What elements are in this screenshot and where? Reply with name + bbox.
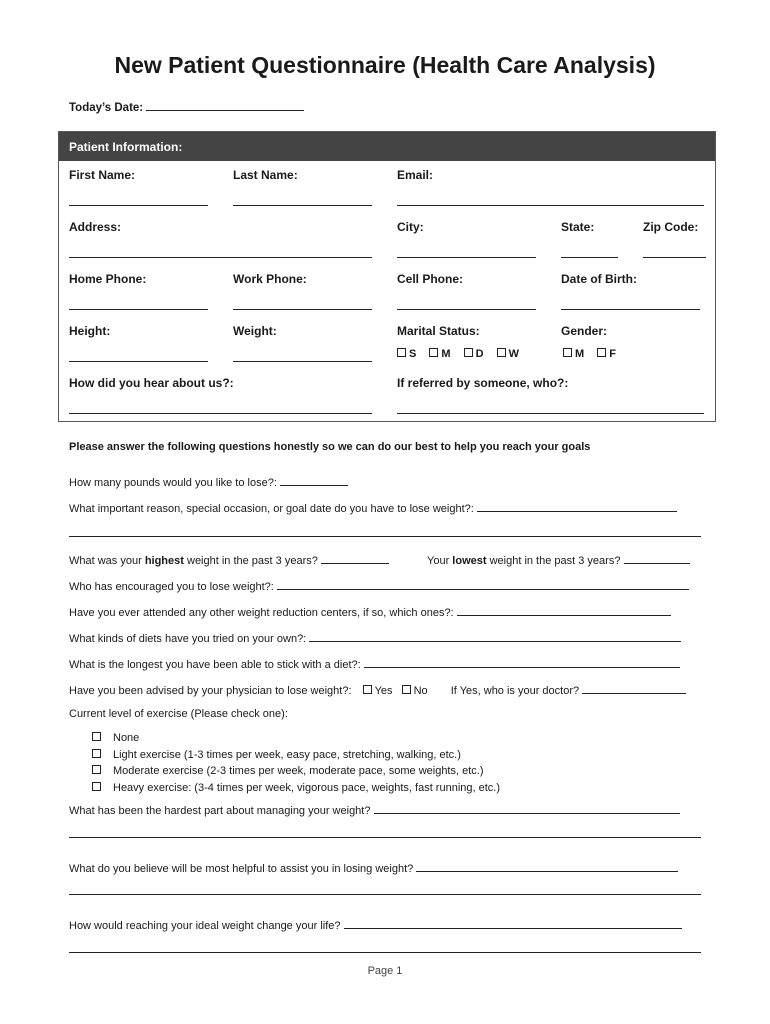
question-weight-centers: [69, 604, 671, 619]
hear-about-us-label: How did you hear about us?:: [69, 376, 234, 390]
checkbox-icon: [92, 749, 101, 758]
question-most-helpful: [69, 860, 678, 875]
checkbox-icon: [597, 348, 606, 357]
diets-tried-field[interactable]: [309, 630, 681, 642]
checkbox-icon: [92, 765, 101, 774]
question-ideal-weight: [69, 917, 682, 932]
first-name-field[interactable]: [69, 205, 208, 206]
home-phone-label: Home Phone:: [69, 272, 147, 286]
cell-phone-label: Cell Phone:: [397, 272, 464, 286]
marital-status-options: [397, 348, 519, 360]
zip-code-field[interactable]: [643, 257, 706, 258]
todays-date-label: Today’s Date:: [69, 102, 144, 114]
pounds-to-lose-field[interactable]: [280, 474, 348, 486]
question-highest-weight: [69, 552, 389, 567]
exercise-option-moderate[interactable]: Moderate exercise (2-3 times per week, moderate pace, some weights, etc.): [92, 763, 500, 780]
important-reason-field-line-2[interactable]: [69, 536, 701, 537]
instructions-heading: Please answer the following questions honestly so we can do our best to help you reach your goals: [69, 441, 591, 453]
date-of-birth-field[interactable]: [561, 309, 700, 310]
encouraged-field[interactable]: [277, 578, 689, 590]
email-label: Email:: [397, 168, 434, 182]
question-label: What has been the hardest part about managing your weight?: [69, 805, 371, 817]
exercise-option-light[interactable]: Light exercise (1-3 times per week, easy pace, stretching, walking, etc.): [92, 747, 500, 764]
hardest-part-field-line-2[interactable]: [69, 837, 701, 838]
section-header: [59, 132, 715, 161]
city-label: City:: [397, 220, 424, 234]
first-name-label: First Name:: [69, 168, 136, 182]
checkbox-icon: [563, 348, 572, 357]
question-label: How many pounds would you like to lose?:: [69, 477, 277, 489]
question-physician-advised: [69, 682, 686, 697]
weight-centers-field[interactable]: [457, 604, 671, 616]
question-longest-diet: [69, 656, 680, 671]
page-title: New Patient Questionnaire (Health Care Analysis): [114, 52, 656, 78]
zip-code-label: Zip Code:: [643, 220, 699, 234]
exercise-level-label: Current level of exercise (Please check one):: [69, 708, 288, 720]
email-field[interactable]: [397, 205, 704, 206]
gender-label: Gender:: [561, 324, 608, 338]
question-label: weight in the past 3 years?: [183, 555, 318, 567]
question-label: What was your: [69, 555, 145, 567]
emphasis-highest: highest: [144, 555, 184, 567]
city-field[interactable]: [397, 257, 536, 258]
question-label: Have you been advised by your physician to lose weight?:: [69, 685, 352, 697]
todays-date-field[interactable]: [146, 99, 304, 111]
ideal-weight-field[interactable]: [344, 917, 682, 929]
question-label: weight in the past 3 years?: [486, 555, 621, 567]
referred-by-field[interactable]: [397, 413, 704, 414]
longest-diet-field[interactable]: [364, 656, 680, 668]
height-label: Height:: [69, 324, 111, 338]
question-diets-tried: [69, 630, 681, 645]
weight-label: Weight:: [233, 324, 277, 338]
question-pounds-to-lose: [69, 474, 348, 489]
todays-date-row: [69, 99, 304, 114]
highest-weight-field[interactable]: [321, 552, 389, 564]
question-label: How would reaching your ideal weight change your life?: [69, 920, 341, 932]
question-label: What is the longest you have been able to stick with a diet?:: [69, 659, 361, 671]
hardest-part-field[interactable]: [374, 802, 680, 814]
question-label: What important reason, special occasion, or goal date do you have to lose weight?:: [69, 503, 474, 515]
question-hardest-part: [69, 802, 680, 817]
question-label: What kinds of diets have you tried on your own?:: [69, 633, 307, 645]
option-yes[interactable]: Yes: [363, 685, 393, 697]
question-encouraged: [69, 578, 689, 593]
option-no[interactable]: No: [402, 685, 428, 697]
question-label: Who has encouraged you to lose weight?:: [69, 581, 274, 593]
state-field[interactable]: [561, 257, 618, 258]
question-label: Have you ever attended any other weight reduction centers, if so, which ones?:: [69, 607, 454, 619]
height-field[interactable]: [69, 361, 208, 362]
marital-option-d[interactable]: D: [464, 348, 484, 360]
ideal-weight-field-line-2[interactable]: [69, 952, 701, 953]
exercise-option-none[interactable]: None: [92, 730, 500, 747]
gender-options: [563, 348, 616, 360]
checkbox-icon: [497, 348, 506, 357]
most-helpful-field[interactable]: [416, 860, 678, 872]
work-phone-field[interactable]: [233, 309, 372, 310]
date-of-birth-label: Date of Birth:: [561, 272, 637, 286]
checkbox-icon: [397, 348, 406, 357]
referred-by-label: If referred by someone, who?:: [397, 376, 569, 390]
patient-information-section: [58, 131, 716, 422]
hear-about-us-field[interactable]: [69, 413, 372, 414]
last-name-field[interactable]: [233, 205, 372, 206]
state-label: State:: [561, 220, 595, 234]
checkbox-icon: [92, 732, 101, 741]
doctor-label: If Yes, who is your doctor?: [450, 685, 580, 697]
doctor-field[interactable]: [582, 682, 686, 694]
last-name-label: Last Name:: [233, 168, 298, 182]
weight-field[interactable]: [233, 361, 372, 362]
emphasis-lowest: lowest: [452, 555, 487, 567]
marital-option-w[interactable]: W: [497, 348, 519, 360]
checkbox-icon: [92, 782, 101, 791]
section-header-label: Patient Information:: [69, 140, 183, 154]
question-important-reason: [69, 500, 677, 515]
gender-option-f[interactable]: F: [597, 348, 616, 360]
question-label: What do you believe will be most helpful to assist you in losing weight?: [69, 863, 414, 875]
exercise-options-list: [92, 730, 500, 796]
checkbox-icon: [402, 685, 411, 694]
cell-phone-field[interactable]: [397, 309, 536, 310]
lowest-weight-field[interactable]: [624, 552, 690, 564]
question-lowest-weight: [427, 552, 690, 567]
most-helpful-field-line-2[interactable]: [69, 894, 701, 895]
page-number: Page 1: [367, 965, 403, 977]
important-reason-field[interactable]: [477, 500, 677, 512]
marital-option-m[interactable]: M: [429, 348, 450, 360]
checkbox-icon: [363, 685, 372, 694]
checkbox-icon: [429, 348, 438, 357]
marital-status-label: Marital Status:: [397, 324, 480, 338]
question-label: Your: [427, 555, 453, 567]
marital-option-s[interactable]: S: [397, 348, 416, 360]
address-field[interactable]: [69, 257, 372, 258]
work-phone-label: Work Phone:: [233, 272, 307, 286]
home-phone-field[interactable]: [69, 309, 208, 310]
exercise-option-heavy[interactable]: Heavy exercise: (3-4 times per week, vigorous pace, weights, fast running, etc.): [92, 780, 500, 797]
gender-option-m[interactable]: M: [563, 348, 584, 360]
address-label: Address:: [69, 220, 122, 234]
checkbox-icon: [464, 348, 473, 357]
